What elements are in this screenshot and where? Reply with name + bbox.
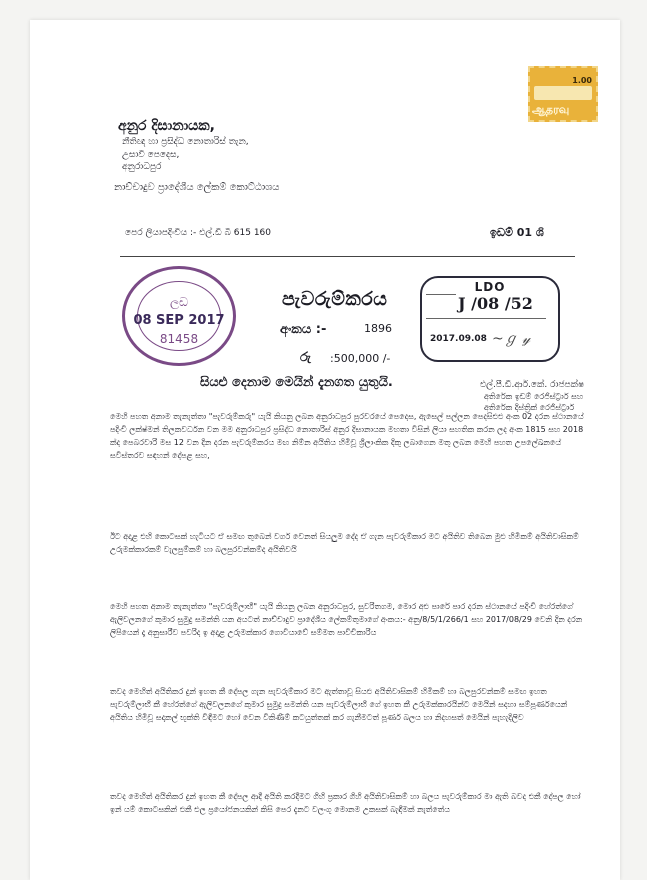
paragraph: තවද මෙහිත් අයිතිකර දුන් ඉහත කී දේපල ගැන පැවරුම්කාර මට ඇත්තාවූ සියළු අයිතිවාසිකම් හිමිකම් හා බලපුරවන්කම් සමඟ ඉහත පැවරුම්ලාභී කී හේරත්ගේ ඇලිවලනගේ කුමාර සුමුදු සමන්ති යන පැවරුම්ලාභී ගේ ඉහත කී උරුමක්කාරයින්ට මෙයින් සදහා සම්පූර්ණයෙන් අයිතිය හිමිවූ සදාකල් භුක්ති විඳීමට හෝ වෙන විකිණීම් කටයුත්තක් කර ගැනීමටත් පූර්ණ බලය හා නිදහසත් මෙයින් පැහැදිලිව xyxy=(110,687,568,722)
stamp-file-number: J /08 /52 xyxy=(458,294,533,313)
stamp-date: 08 SEP 2017 xyxy=(133,313,225,328)
stamp-band xyxy=(534,86,592,100)
sender-line: අනුරාධපුර xyxy=(122,162,162,172)
notice-heading: සියළු දෙනාම මෙයින් දැනගත යුතුයි. xyxy=(200,375,393,390)
document-title: පැවරුම්කරය xyxy=(282,288,388,310)
stamp-rule xyxy=(426,294,456,299)
signature-scribble: ~ℊ 𝓎 xyxy=(492,331,531,347)
file-number-stamp xyxy=(420,276,560,362)
paragraph: මෙහි පහත අනාම තැනැත්තා "පැවරුම්කරු" යැයි කියනු ලබන අනුරාධපුර පුරවරයේ පෙදෙස, ඇසෙල් පල්ලන පෙදසිඑඑ අංක 02 දරන ස්ථානයේ පදිංචි ලක්ෂ්මන් තිලකවර්ධන වන මම අනුරාධපුර ප්‍රසිද්ධ නොතාරිස් අනුර දිසානායක මහතා විසින් ලියා සහතික කරන ලද අංක 1815 සහ 2018 ක්‍ද පෙබරවාරි මස 12 වන දින දරන පැවරුම්කරය මඟ නිම්න අයිතිය හිමිවූ ශ්‍රීලාංකික දිකු ලබාගෙන මතු ලබන මෙහි පහත උපලේඛනයේ සවිස්තරව සඳහන් දේපළ සහ, xyxy=(110,412,584,460)
amount-label: රු xyxy=(300,350,311,365)
deed-number-label: අංකය :- xyxy=(280,322,327,337)
divider xyxy=(120,256,575,257)
stamp-number: 81458 xyxy=(159,332,199,346)
notary-signature: එල්.පී.ඩී.ආර්.කේ. රාජපක්ෂ xyxy=(480,380,585,390)
paragraph: මෙහි පහත අනාම තැනැත්තා "පැවරුම්ලාභී" යැයි කියනු ලබන අනුරාධපුර, සුවරිතගම, මොර අළු පාරේ පාර දරන ස්ථානයේ පදිංචි හේරත්ගේ ඇලිවලනගේ කුමාර සුමුදු සමන්ති යන අයටත් නාච්චාදුව ප්‍රාදේශීය ලේකම්තුමාගේ අංකය:- අනු/8/5/1/266/1 සහ 2017/08/29 වෙනි දින දරන ලිපියෙන් දෑ අනුසාරීව පවරිද ඉ අදාළ උරුමක්කාර ගොවියාවේ සම්මත පාවිචිකාරිය xyxy=(110,602,583,637)
stamp-label: ஆதரவு xyxy=(532,103,570,116)
stamp-value: 1.00 xyxy=(572,76,592,85)
sender-line: නීතිඥ හා ප්‍රසිද්ධ නොතාරිස් තැන, xyxy=(122,137,249,147)
notary-title: අතිරේක දිස්ත්‍රික් රෙජිස්ට්‍රාර් xyxy=(484,403,575,412)
paragraph: තවද මෙහිත් අයිතිකර දුන් ඉහත කී දේපල ආදී අයිති කරදීමට ගිහි ප්‍රකාර ගිහි අයිතිවාසිකම් හා බලය පැවරුම්කාර මා ඇති බවද එකී දේපල හෝ ඉන් යම් කොටසකින් එකී එල ප්‍රයෝජනයකින් කිසි පෙර දැනට වලංගු මොනම උකසක් බැඳීමක් නැත්තේය xyxy=(110,792,581,814)
sender-name: අනුර දිසානායක, xyxy=(118,118,215,134)
stamp-office: LDO xyxy=(474,280,506,294)
revenue-stamp xyxy=(528,66,598,122)
stamp-office: ලඩ xyxy=(169,295,189,309)
sender-line: උසාවි පෙදෙස, xyxy=(122,150,180,160)
deed-number-value: 1896 xyxy=(364,322,392,335)
recipient: නාච්චාදුව ප්‍රාදේශීය ලේකම් කොට්ඨාශය xyxy=(114,182,280,193)
stamp-rule xyxy=(426,318,546,323)
amount-value: :500,000 /- xyxy=(330,352,391,365)
stamp-date: 2017.09.08 xyxy=(430,334,487,344)
office-received-stamp xyxy=(122,266,236,366)
page-marker: ඉඩම් 01 ශි xyxy=(490,226,544,239)
paragraph: ඊට අදාළ එහි කොටසක් හැටියට ඒ සමඟ තුබෙන් වර්ග වෙනත් සියලුම දේද ඒ ගැන පැවරුම්කාර මට අයිතිව තිබෙන මුළු හිමිකම් අයිතිවාසිකම් උරුමක්කාරකම් වැලපුම්කම් හා බලපුරවන්කම්ද අයිතිවයි xyxy=(110,532,579,554)
previous-registration: පෙර ලියාපදිංචිය :- එල්.ඩී බී 615 160 xyxy=(125,228,272,238)
notary-title: අතිරේක ඉඩම් රෙජිස්ට්‍රාර් සහ xyxy=(484,392,584,401)
